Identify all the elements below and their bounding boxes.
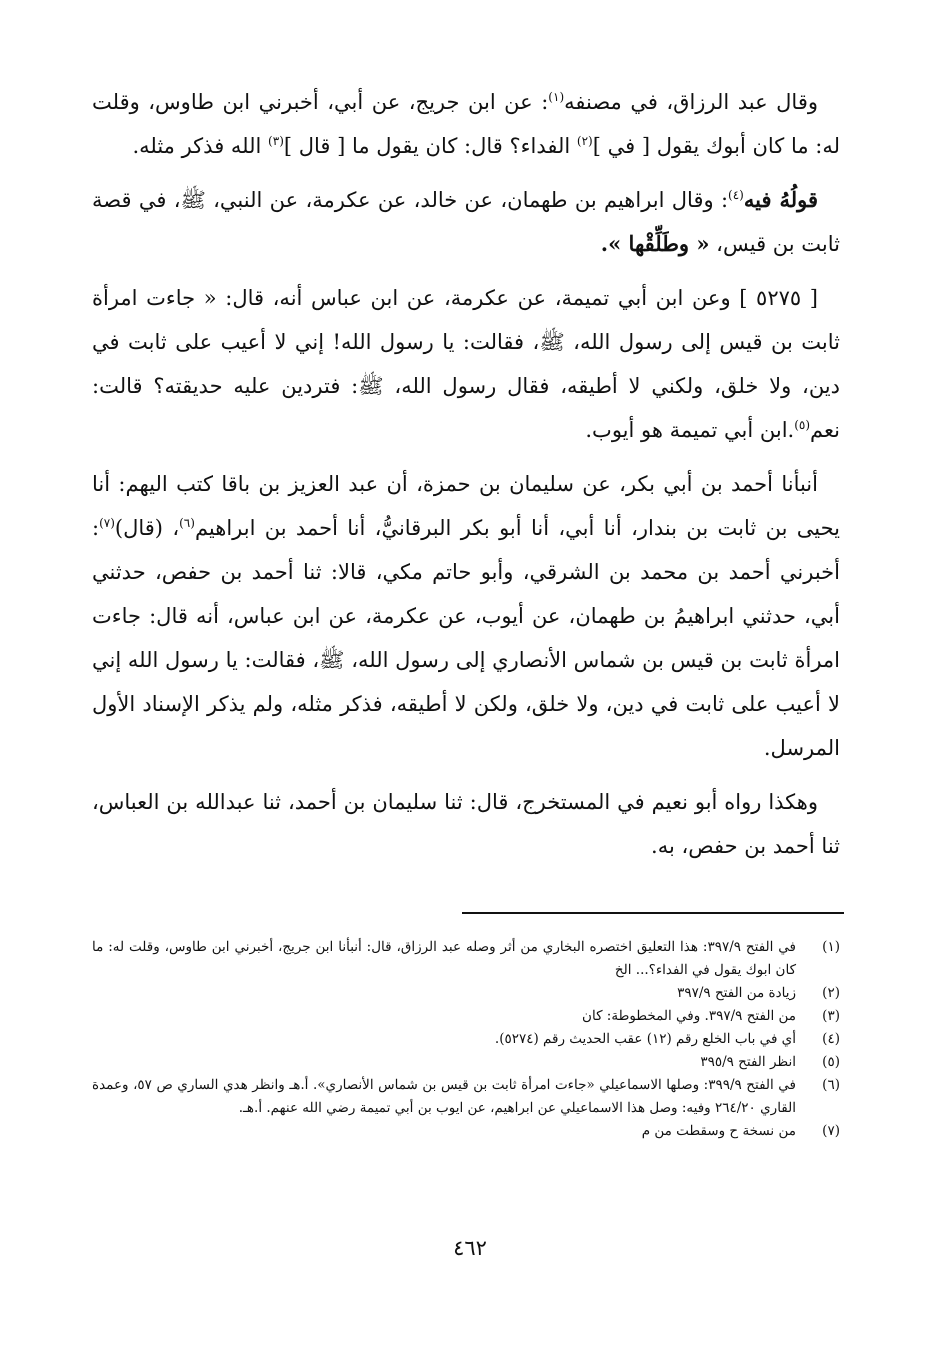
footnote-number: (٦) <box>822 1077 840 1093</box>
footnote-number: (٤) <box>822 1031 840 1047</box>
footnote-number: (٧) <box>822 1123 840 1139</box>
footnote-ref: (٢) <box>576 134 593 148</box>
footnote-ref: (٧) <box>99 516 115 530</box>
footnote-4 <box>92 1028 844 1051</box>
footnote-number: (٣) <box>822 1008 840 1024</box>
text-span: ، (قال) <box>114 516 180 540</box>
footnote-number: (٢) <box>822 985 840 1001</box>
paragraph-1 <box>92 80 840 168</box>
footnote-6 <box>92 1074 844 1120</box>
text-span: : عن ابن جريج، عن أبي، أخبرني ابن طاوس، وقلت له: ما كان أبوك يقول [ في ] <box>92 90 840 158</box>
text-span: الفداء؟ قال: كان يقول ما [ قال ] <box>283 134 577 158</box>
text-span: [ ٥٢٧٥ ] وعن ابن أبي تميمة، عن عكرمة، عن ابن عباس أنه، قال: « جاءت امرأة ثابت بن قيس إلى رسول الله، ﷺ، فقالت: يا رسول الله! إني لا أعيب على ثابت في دين، ولا خلق، ولكني لا أطيقه، فقال رسول الله، ﷺ: فتردين عليه حديقته؟ قالت: نعم <box>92 286 840 442</box>
footnote-divider <box>462 912 844 914</box>
footnote-text: في الفتح ٣٩٩/٩: وصلها الاسماعيلي «جاءت امرأة ثابت بن قيس بن شماس الأنصاري». أ.هـ وانظر هدي الساري ص ٥٧، وعمدة القاري ٢٦٤/٢٠ وفيه: وصل هذا الاسماعيلي عن ابراهيم، عن ايوب بن أبي تميمة رضي الله عنهم. أ.هـ. <box>92 1077 796 1116</box>
footnote-7 <box>92 1120 844 1143</box>
text-span: وقال عبد الرزاق، في مصنفه <box>564 90 818 114</box>
footnote-number: (٥) <box>822 1054 840 1070</box>
text-span: .ابن أبي تميمة هو أيوب. <box>585 418 795 442</box>
paragraph-3 <box>92 276 840 452</box>
footnote-1 <box>92 936 844 982</box>
footnote-ref: (٤) <box>728 188 744 202</box>
text-span: : وقال ابراهيم بن طهمان، عن خالد، عن عكرمة، عن النبي، ﷺ، في قصة ثابت بن قيس، <box>92 188 840 256</box>
footnote-5 <box>92 1051 844 1074</box>
footnote-ref: (٦) <box>179 516 195 530</box>
footnote-number: (١) <box>822 939 840 955</box>
footnote-text: انظر الفتح ٣٩٥/٩ <box>700 1054 796 1070</box>
footnote-text: من الفتح ٣٩٧/٩. وفي المخطوطة: كان <box>582 1008 796 1024</box>
footnote-text: في الفتح ٣٩٧/٩: هذا التعليق اختصره البخاري من أثر وصله عبد الرزاق، قال: أنبأنا ابن جريج، أخبرني ابن طاوس، وقلت له: ما كان ابوك يقول في الفداء؟... الخ <box>92 939 796 978</box>
text-span: : أخبرني أحمد بن محمد بن الشرقي، وأبو حاتم مكي، قالا: ثنا أحمد بن حفص، حدثني أبي، حدثني ابراهيمُ بن طهمان، عن أيوب، عن عكرمة، عن ابن عباس، أنه قال: جاءت امرأة ثابت بن قيس بن شماس الأنصاري إلى رسول الله، ﷺ، فقالت: يا رسول الله إني لا أعيب على ثابت في دين، ولا خلق، ولكن لا أطيقه، فذكر مثله، ولم يذكر الإسناد الأول المرسل. <box>92 516 840 760</box>
quoted-phrase: « وطَلِّقْها ». <box>600 231 710 256</box>
footnote-2 <box>92 982 844 1005</box>
footnote-text: أي في باب الخلع رقم (١٢) عقب الحديث رقم (٥٢٧٤). <box>494 1031 796 1047</box>
text-span: الله فذكر مثله. <box>132 134 269 158</box>
paragraph-2 <box>92 178 840 266</box>
main-text <box>92 80 840 878</box>
footnote-ref: (٣) <box>268 134 284 148</box>
page-number: ٤٦٢ <box>453 1236 487 1260</box>
footnote-3 <box>92 1005 844 1028</box>
heading-phrase: قولُهُ فيه <box>743 187 818 212</box>
text-span: وهكذا رواه أبو نعيم في المستخرج، قال: ثنا سليمان بن أحمد، ثنا عبدالله بن العباس، ثنا أحمد بن حفص، به. <box>92 790 840 858</box>
paragraph-5 <box>92 780 840 868</box>
text-span: أنبأنا أحمد بن أبي بكر، عن سليمان بن حمزة، أن عبد العزيز بن باقا كتب اليهم: أنا يحيى بن ثابت بن بندار، أنا أبي، أنا أبو بكر البرقانيُّ، أنا أحمد بن ابراهيم <box>92 472 840 540</box>
footnotes <box>92 936 844 1143</box>
footnote-ref: (٥) <box>794 418 811 432</box>
footnote-text: من نسخة ح وسقطت من م <box>641 1123 796 1139</box>
footnote-text: زيادة من الفتح ٣٩٧/٩ <box>677 985 796 1001</box>
paragraph-4 <box>92 462 840 770</box>
footnote-ref: (١) <box>548 90 565 104</box>
